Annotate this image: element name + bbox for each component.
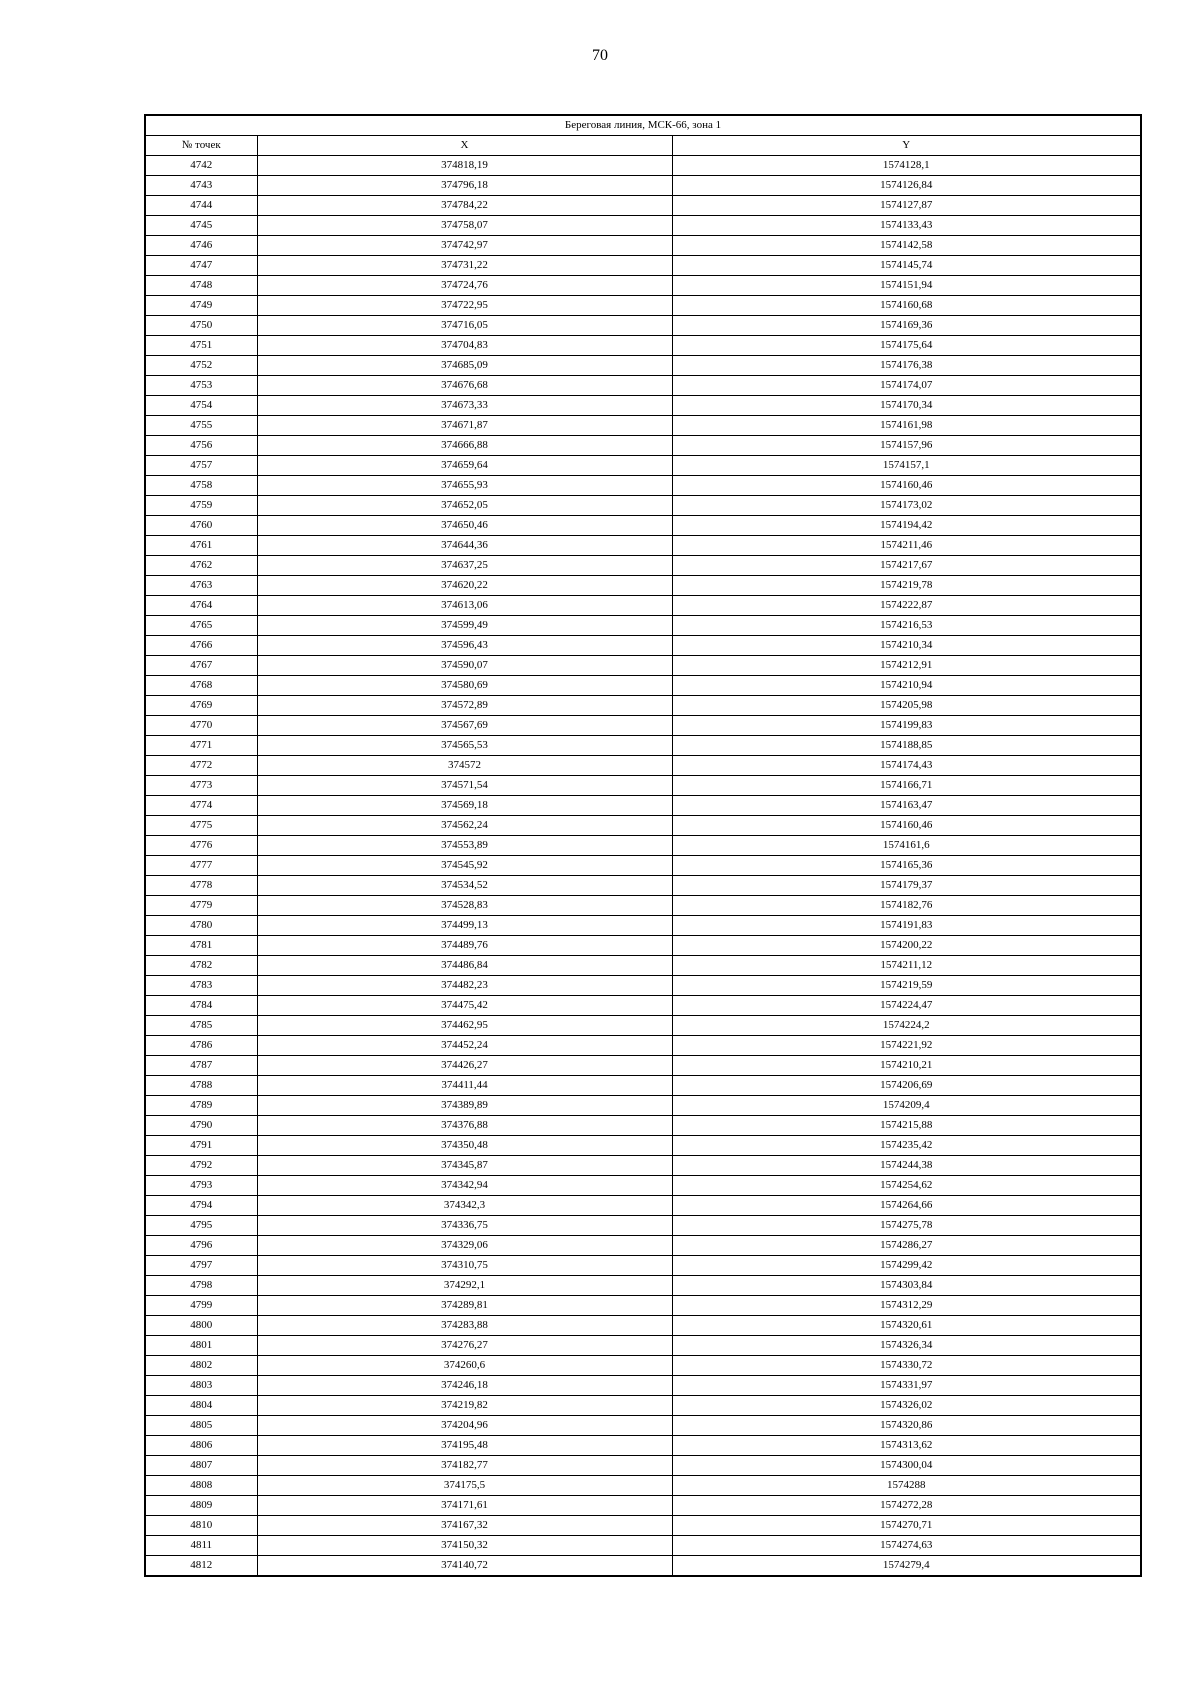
y-coordinate-cell: 1574320,61: [672, 1316, 1141, 1336]
table-row: [145, 376, 1141, 396]
y-coordinate-cell: 1574191,83: [672, 916, 1141, 936]
x-coordinate-cell: 374350,48: [257, 1136, 672, 1156]
table-row: [145, 1336, 1141, 1356]
point-number-cell: 4775: [145, 816, 257, 836]
point-number-cell: 4783: [145, 976, 257, 996]
table-row: [145, 1516, 1141, 1536]
table-row: [145, 156, 1141, 176]
point-number-cell: 4807: [145, 1456, 257, 1476]
point-number-cell: 4774: [145, 796, 257, 816]
table-row: [145, 456, 1141, 476]
y-coordinate-cell: 1574160,46: [672, 476, 1141, 496]
point-number-cell: 4791: [145, 1136, 257, 1156]
table-row: [145, 876, 1141, 896]
y-coordinate-cell: 1574176,38: [672, 356, 1141, 376]
point-number-cell: 4771: [145, 736, 257, 756]
y-coordinate-cell: 1574219,59: [672, 976, 1141, 996]
table-row: [145, 336, 1141, 356]
table-row: [145, 1436, 1141, 1456]
y-coordinate-cell: 1574209,4: [672, 1096, 1141, 1116]
y-coordinate-cell: 1574330,72: [672, 1356, 1141, 1376]
table-row: [145, 1396, 1141, 1416]
y-coordinate-cell: 1574165,36: [672, 856, 1141, 876]
x-coordinate-cell: 374545,92: [257, 856, 672, 876]
table-row: [145, 896, 1141, 916]
y-coordinate-cell: 1574254,62: [672, 1176, 1141, 1196]
point-number-cell: 4812: [145, 1556, 257, 1577]
point-number-cell: 4767: [145, 656, 257, 676]
point-number-cell: 4793: [145, 1176, 257, 1196]
table-row: [145, 1556, 1141, 1577]
x-coordinate-cell: 374742,97: [257, 236, 672, 256]
table-row: [145, 1316, 1141, 1336]
y-coordinate-cell: 1574326,34: [672, 1336, 1141, 1356]
table-row: [145, 436, 1141, 456]
x-coordinate-cell: 374182,77: [257, 1456, 672, 1476]
y-coordinate-cell: 1574182,76: [672, 896, 1141, 916]
y-coordinate-cell: 1574244,38: [672, 1156, 1141, 1176]
x-coordinate-cell: 374534,52: [257, 876, 672, 896]
y-coordinate-cell: 1574188,85: [672, 736, 1141, 756]
y-coordinate-cell: 1574219,78: [672, 576, 1141, 596]
x-coordinate-cell: 374452,24: [257, 1036, 672, 1056]
point-number-cell: 4746: [145, 236, 257, 256]
table-row: [145, 816, 1141, 836]
table-row: [145, 796, 1141, 816]
table-row: [145, 556, 1141, 576]
x-coordinate-cell: 374704,83: [257, 336, 672, 356]
y-coordinate-cell: 1574211,46: [672, 536, 1141, 556]
x-coordinate-cell: 374580,69: [257, 676, 672, 696]
table-row: [145, 1156, 1141, 1176]
point-number-cell: 4755: [145, 416, 257, 436]
y-coordinate-cell: 1574286,27: [672, 1236, 1141, 1256]
point-number-cell: 4742: [145, 156, 257, 176]
y-coordinate-cell: 1574288: [672, 1476, 1141, 1496]
table-row: [145, 1116, 1141, 1136]
table-row: [145, 296, 1141, 316]
y-coordinate-cell: 1574205,98: [672, 696, 1141, 716]
table-row: [145, 356, 1141, 376]
y-coordinate-cell: 1574264,66: [672, 1196, 1141, 1216]
table-row: [145, 636, 1141, 656]
y-coordinate-cell: 1574142,58: [672, 236, 1141, 256]
point-number-cell: 4787: [145, 1056, 257, 1076]
x-coordinate-cell: 374276,27: [257, 1336, 672, 1356]
table-row: [145, 656, 1141, 676]
point-number-cell: 4743: [145, 176, 257, 196]
table-row: [145, 396, 1141, 416]
x-coordinate-cell: 374336,75: [257, 1216, 672, 1236]
y-coordinate-cell: 1574174,43: [672, 756, 1141, 776]
point-number-cell: 4778: [145, 876, 257, 896]
point-number-cell: 4780: [145, 916, 257, 936]
x-coordinate-cell: 374590,07: [257, 656, 672, 676]
x-coordinate-cell: 374637,25: [257, 556, 672, 576]
x-coordinate-cell: 374572: [257, 756, 672, 776]
y-coordinate-cell: 1574235,42: [672, 1136, 1141, 1156]
table-row: [145, 176, 1141, 196]
x-coordinate-cell: 374567,69: [257, 716, 672, 736]
table-caption-row: [145, 115, 1141, 136]
y-coordinate-cell: 1574161,6: [672, 836, 1141, 856]
table-row: [145, 916, 1141, 936]
x-coordinate-cell: 374411,44: [257, 1076, 672, 1096]
point-number-cell: 4785: [145, 1016, 257, 1036]
y-coordinate-cell: 1574216,53: [672, 616, 1141, 636]
table-row: [145, 316, 1141, 336]
point-number-cell: 4761: [145, 536, 257, 556]
x-coordinate-cell: 374171,61: [257, 1496, 672, 1516]
point-number-cell: 4799: [145, 1296, 257, 1316]
point-number-cell: 4760: [145, 516, 257, 536]
x-coordinate-cell: 374376,88: [257, 1116, 672, 1136]
table-row: [145, 236, 1141, 256]
point-number-cell: 4757: [145, 456, 257, 476]
y-coordinate-cell: 1574175,64: [672, 336, 1141, 356]
point-number-cell: 4798: [145, 1276, 257, 1296]
x-coordinate-cell: 374620,22: [257, 576, 672, 596]
point-number-cell: 4811: [145, 1536, 257, 1556]
x-coordinate-cell: 374283,88: [257, 1316, 672, 1336]
table-row: [145, 1416, 1141, 1436]
y-coordinate-cell: 1574331,97: [672, 1376, 1141, 1396]
point-number-cell: 4786: [145, 1036, 257, 1056]
x-coordinate-cell: 374724,76: [257, 276, 672, 296]
y-coordinate-cell: 1574215,88: [672, 1116, 1141, 1136]
x-coordinate-cell: 374673,33: [257, 396, 672, 416]
x-coordinate-cell: 374596,43: [257, 636, 672, 656]
table-row: [145, 756, 1141, 776]
y-coordinate-cell: 1574160,46: [672, 816, 1141, 836]
table-row: [145, 856, 1141, 876]
x-coordinate-cell: 374613,06: [257, 596, 672, 616]
y-coordinate-cell: 1574151,94: [672, 276, 1141, 296]
y-coordinate-cell: 1574279,4: [672, 1556, 1141, 1577]
x-coordinate-cell: 374650,46: [257, 516, 672, 536]
coordinates-table: [144, 114, 1142, 1577]
x-coordinate-cell: 374655,93: [257, 476, 672, 496]
point-number-cell: 4744: [145, 196, 257, 216]
point-number-cell: 4802: [145, 1356, 257, 1376]
y-coordinate-cell: 1574211,12: [672, 956, 1141, 976]
point-number-cell: 4804: [145, 1396, 257, 1416]
y-coordinate-cell: 1574300,04: [672, 1456, 1141, 1476]
table-title: Береговая линия, МСК-66, зона 1: [145, 115, 1141, 136]
table-row: [145, 1136, 1141, 1156]
point-number-cell: 4782: [145, 956, 257, 976]
y-coordinate-cell: 1574221,92: [672, 1036, 1141, 1056]
x-coordinate-cell: 374784,22: [257, 196, 672, 216]
y-coordinate-cell: 1574312,29: [672, 1296, 1141, 1316]
point-number-cell: 4766: [145, 636, 257, 656]
table-row: [145, 1016, 1141, 1036]
point-number-cell: 4789: [145, 1096, 257, 1116]
x-coordinate-cell: 374204,96: [257, 1416, 672, 1436]
column-header-x: X: [257, 136, 672, 156]
x-coordinate-cell: 374652,05: [257, 496, 672, 516]
y-coordinate-cell: 1574166,71: [672, 776, 1141, 796]
x-coordinate-cell: 374140,72: [257, 1556, 672, 1577]
y-coordinate-cell: 1574179,37: [672, 876, 1141, 896]
x-coordinate-cell: 374818,19: [257, 156, 672, 176]
point-number-cell: 4810: [145, 1516, 257, 1536]
y-coordinate-cell: 1574210,94: [672, 676, 1141, 696]
x-coordinate-cell: 374716,05: [257, 316, 672, 336]
x-coordinate-cell: 374289,81: [257, 1296, 672, 1316]
x-coordinate-cell: 374292,1: [257, 1276, 672, 1296]
y-coordinate-cell: 1574224,2: [672, 1016, 1141, 1036]
x-coordinate-cell: 374389,89: [257, 1096, 672, 1116]
point-number-cell: 4806: [145, 1436, 257, 1456]
point-number-cell: 4797: [145, 1256, 257, 1276]
point-number-cell: 4768: [145, 676, 257, 696]
point-number-cell: 4756: [145, 436, 257, 456]
x-coordinate-cell: 374475,42: [257, 996, 672, 1016]
y-coordinate-cell: 1574133,43: [672, 216, 1141, 236]
x-coordinate-cell: 374758,07: [257, 216, 672, 236]
column-header-point: № точек: [145, 136, 257, 156]
y-coordinate-cell: 1574320,86: [672, 1416, 1141, 1436]
y-coordinate-cell: 1574127,87: [672, 196, 1141, 216]
x-coordinate-cell: 374260,6: [257, 1356, 672, 1376]
column-header-y: Y: [672, 136, 1141, 156]
table-row: [145, 516, 1141, 536]
y-coordinate-cell: 1574313,62: [672, 1436, 1141, 1456]
table-row: [145, 1456, 1141, 1476]
y-coordinate-cell: 1574163,47: [672, 796, 1141, 816]
point-number-cell: 4745: [145, 216, 257, 236]
x-coordinate-cell: 374482,23: [257, 976, 672, 996]
y-coordinate-cell: 1574173,02: [672, 496, 1141, 516]
point-number-cell: 4758: [145, 476, 257, 496]
x-coordinate-cell: 374342,94: [257, 1176, 672, 1196]
y-coordinate-cell: 1574222,87: [672, 596, 1141, 616]
table-row: [145, 1216, 1141, 1236]
y-coordinate-cell: 1574126,84: [672, 176, 1141, 196]
x-coordinate-cell: 374499,13: [257, 916, 672, 936]
y-coordinate-cell: 1574275,78: [672, 1216, 1141, 1236]
point-number-cell: 4765: [145, 616, 257, 636]
point-number-cell: 4796: [145, 1236, 257, 1256]
table-row: [145, 696, 1141, 716]
x-coordinate-cell: 374644,36: [257, 536, 672, 556]
y-coordinate-cell: 1574270,71: [672, 1516, 1141, 1536]
y-coordinate-cell: 1574160,68: [672, 296, 1141, 316]
y-coordinate-cell: 1574272,28: [672, 1496, 1141, 1516]
point-number-cell: 4772: [145, 756, 257, 776]
x-coordinate-cell: 374796,18: [257, 176, 672, 196]
table-row: [145, 476, 1141, 496]
x-coordinate-cell: 374426,27: [257, 1056, 672, 1076]
point-number-cell: 4788: [145, 1076, 257, 1096]
point-number-cell: 4779: [145, 896, 257, 916]
point-number-cell: 4800: [145, 1316, 257, 1336]
table-row: [145, 936, 1141, 956]
table-row: [145, 956, 1141, 976]
x-coordinate-cell: 374569,18: [257, 796, 672, 816]
y-coordinate-cell: 1574174,07: [672, 376, 1141, 396]
page-number: 70: [592, 47, 608, 64]
point-number-cell: 4808: [145, 1476, 257, 1496]
table-row: [145, 1376, 1141, 1396]
point-number-cell: 4753: [145, 376, 257, 396]
x-coordinate-cell: 374219,82: [257, 1396, 672, 1416]
x-coordinate-cell: 374565,53: [257, 736, 672, 756]
x-coordinate-cell: 374676,68: [257, 376, 672, 396]
point-number-cell: 4805: [145, 1416, 257, 1436]
point-number-cell: 4777: [145, 856, 257, 876]
point-number-cell: 4803: [145, 1376, 257, 1396]
point-number-cell: 4794: [145, 1196, 257, 1216]
x-coordinate-cell: 374659,64: [257, 456, 672, 476]
x-coordinate-cell: 374246,18: [257, 1376, 672, 1396]
table-row: [145, 1076, 1141, 1096]
x-coordinate-cell: 374150,32: [257, 1536, 672, 1556]
table-row: [145, 1296, 1141, 1316]
y-coordinate-cell: 1574212,91: [672, 656, 1141, 676]
table-row: [145, 996, 1141, 1016]
point-number-cell: 4759: [145, 496, 257, 516]
point-number-cell: 4784: [145, 996, 257, 1016]
x-coordinate-cell: 374553,89: [257, 836, 672, 856]
y-coordinate-cell: 1574224,47: [672, 996, 1141, 1016]
table-row: [145, 776, 1141, 796]
point-number-cell: 4749: [145, 296, 257, 316]
y-coordinate-cell: 1574170,34: [672, 396, 1141, 416]
point-number-cell: 4792: [145, 1156, 257, 1176]
table-row: [145, 1196, 1141, 1216]
point-number-cell: 4770: [145, 716, 257, 736]
point-number-cell: 4752: [145, 356, 257, 376]
x-coordinate-cell: 374671,87: [257, 416, 672, 436]
table-row: [145, 1356, 1141, 1376]
y-coordinate-cell: 1574199,83: [672, 716, 1141, 736]
x-coordinate-cell: 374599,49: [257, 616, 672, 636]
y-coordinate-cell: 1574303,84: [672, 1276, 1141, 1296]
y-coordinate-cell: 1574206,69: [672, 1076, 1141, 1096]
table-row: [145, 276, 1141, 296]
point-number-cell: 4754: [145, 396, 257, 416]
table-row: [145, 1236, 1141, 1256]
table-row: [145, 496, 1141, 516]
y-coordinate-cell: 1574128,1: [672, 156, 1141, 176]
table-row: [145, 676, 1141, 696]
table-row: [145, 1036, 1141, 1056]
x-coordinate-cell: 374685,09: [257, 356, 672, 376]
y-coordinate-cell: 1574326,02: [672, 1396, 1141, 1416]
x-coordinate-cell: 374572,89: [257, 696, 672, 716]
point-number-cell: 4809: [145, 1496, 257, 1516]
table-row: [145, 596, 1141, 616]
table-row: [145, 1176, 1141, 1196]
y-coordinate-cell: 1574210,21: [672, 1056, 1141, 1076]
y-coordinate-cell: 1574157,96: [672, 436, 1141, 456]
point-number-cell: 4762: [145, 556, 257, 576]
table-row: [145, 976, 1141, 996]
x-coordinate-cell: 374329,06: [257, 1236, 672, 1256]
table-row: [145, 196, 1141, 216]
table-row: [145, 536, 1141, 556]
x-coordinate-cell: 374528,83: [257, 896, 672, 916]
point-number-cell: 4750: [145, 316, 257, 336]
point-number-cell: 4764: [145, 596, 257, 616]
table-row: [145, 1476, 1141, 1496]
x-coordinate-cell: 374666,88: [257, 436, 672, 456]
y-coordinate-cell: 1574274,63: [672, 1536, 1141, 1556]
table-row: [145, 256, 1141, 276]
y-coordinate-cell: 1574200,22: [672, 936, 1141, 956]
point-number-cell: 4769: [145, 696, 257, 716]
point-number-cell: 4763: [145, 576, 257, 596]
table-row: [145, 1536, 1141, 1556]
y-coordinate-cell: 1574210,34: [672, 636, 1141, 656]
point-number-cell: 4773: [145, 776, 257, 796]
table-row: [145, 716, 1141, 736]
table-row: [145, 1496, 1141, 1516]
x-coordinate-cell: 374486,84: [257, 956, 672, 976]
table-row: [145, 1276, 1141, 1296]
table-row: [145, 1256, 1141, 1276]
table-header-row: [145, 136, 1141, 156]
table-row: [145, 736, 1141, 756]
point-number-cell: 4747: [145, 256, 257, 276]
x-coordinate-cell: 374722,95: [257, 296, 672, 316]
point-number-cell: 4781: [145, 936, 257, 956]
x-coordinate-cell: 374731,22: [257, 256, 672, 276]
y-coordinate-cell: 1574217,67: [672, 556, 1141, 576]
table-row: [145, 836, 1141, 856]
x-coordinate-cell: 374195,48: [257, 1436, 672, 1456]
table-row: [145, 576, 1141, 596]
y-coordinate-cell: 1574169,36: [672, 316, 1141, 336]
table-row: [145, 416, 1141, 436]
x-coordinate-cell: 374310,75: [257, 1256, 672, 1276]
point-number-cell: 4751: [145, 336, 257, 356]
point-number-cell: 4801: [145, 1336, 257, 1356]
table-row: [145, 216, 1141, 236]
x-coordinate-cell: 374489,76: [257, 936, 672, 956]
point-number-cell: 4748: [145, 276, 257, 296]
x-coordinate-cell: 374562,24: [257, 816, 672, 836]
y-coordinate-cell: 1574145,74: [672, 256, 1141, 276]
x-coordinate-cell: 374342,3: [257, 1196, 672, 1216]
point-number-cell: 4790: [145, 1116, 257, 1136]
table-body: [145, 156, 1141, 1577]
table-row: [145, 616, 1141, 636]
y-coordinate-cell: 1574157,1: [672, 456, 1141, 476]
y-coordinate-cell: 1574161,98: [672, 416, 1141, 436]
x-coordinate-cell: 374175,5: [257, 1476, 672, 1496]
x-coordinate-cell: 374345,87: [257, 1156, 672, 1176]
x-coordinate-cell: 374462,95: [257, 1016, 672, 1036]
table-row: [145, 1096, 1141, 1116]
x-coordinate-cell: 374167,32: [257, 1516, 672, 1536]
y-coordinate-cell: 1574299,42: [672, 1256, 1141, 1276]
x-coordinate-cell: 374571,54: [257, 776, 672, 796]
table-row: [145, 1056, 1141, 1076]
point-number-cell: 4776: [145, 836, 257, 856]
y-coordinate-cell: 1574194,42: [672, 516, 1141, 536]
point-number-cell: 4795: [145, 1216, 257, 1236]
